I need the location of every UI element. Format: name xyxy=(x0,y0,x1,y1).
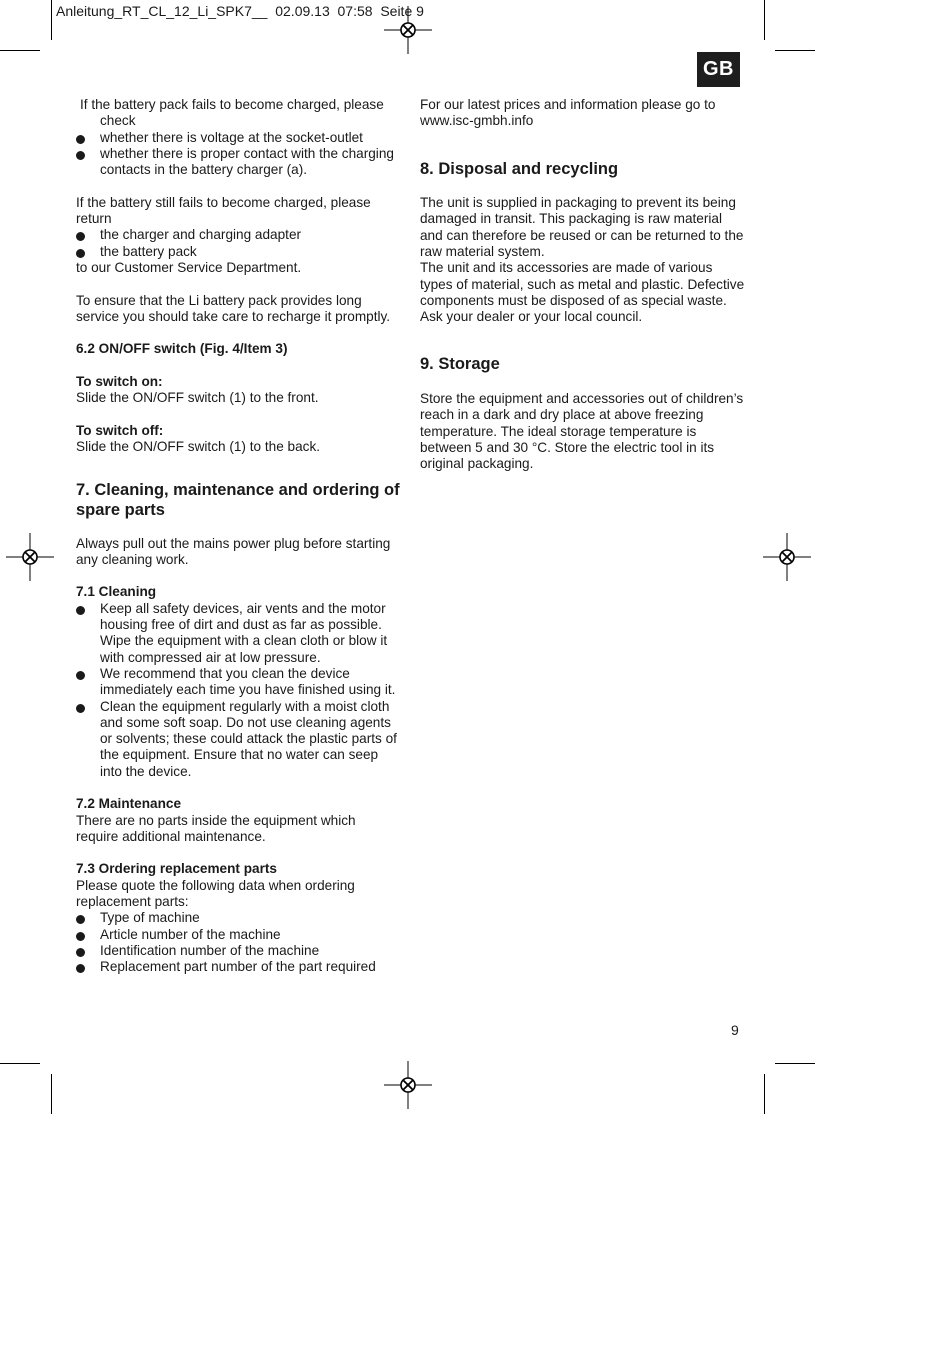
crop-mark xyxy=(764,1074,765,1114)
crop-mark xyxy=(0,1063,40,1064)
left-column xyxy=(76,97,401,976)
print-header: Anleitung_RT_CL_12_Li_SPK7__ 02.09.13 07:58 Seite 9 xyxy=(56,3,424,19)
language-badge: GB xyxy=(697,52,740,87)
disposal-paragraph: The unit and its accessories are made of various types of material, such as metal and plastic. Defective components must be disposed of as special waste. Ask your dealer or your local council. xyxy=(420,260,745,325)
battery-check-list xyxy=(76,130,401,179)
list-item: Keep all safety devices, air vents and the motor housing free of dirt and dust as far as possible. Wipe the equipment with a clean cloth or blow it with compressed air at low pressure. xyxy=(76,601,401,666)
list-item: Type of machine xyxy=(76,910,401,926)
switch-off-text: Slide the ON/OFF switch (1) to the back. xyxy=(76,439,321,455)
registration-mark-icon xyxy=(384,1061,432,1109)
switch-on-heading: To switch on: xyxy=(76,374,163,390)
switch-on-text: Slide the ON/OFF switch (1) to the front. xyxy=(76,390,319,406)
list-item: We recommend that you clean the device immediately each time you have finished using it. xyxy=(76,666,401,699)
cleaning-list xyxy=(76,601,401,780)
switch-heading: 6.2 ON/OFF switch (Fig. 4/Item 3) xyxy=(76,341,288,357)
cleaning-heading: 7.1 Cleaning xyxy=(76,584,157,600)
list-item: Identification number of the machine xyxy=(76,943,401,959)
list-item: the charger and charging adapter xyxy=(76,227,401,243)
battery-intro-line: check xyxy=(100,113,136,129)
storage-paragraph: Store the equipment and accessories out of children’s reach in a dark and dry place at above freezing temperature. The ideal storage temperature is between 5 and 30 °C. Store the electric tool in its original packaging. xyxy=(420,390,744,472)
ordering-list xyxy=(76,910,401,975)
right-column xyxy=(420,97,745,472)
list-item: Article number of the machine xyxy=(76,927,401,943)
maintenance-text: There are no parts inside the equipment which require additional maintenance. xyxy=(76,812,356,844)
list-item: Replacement part number of the part required xyxy=(76,959,401,975)
list-item: the battery pack xyxy=(76,244,401,260)
return-list xyxy=(76,227,401,260)
section-9-heading: 9. Storage xyxy=(420,355,500,374)
prices-paragraph: For our latest prices and information please go to www.isc-gmbh.info xyxy=(420,97,716,129)
registration-mark-icon xyxy=(763,533,811,581)
registration-mark-icon xyxy=(6,533,54,581)
ordering-text: Please quote the following data when ordering replacement parts: xyxy=(76,877,355,910)
crop-mark xyxy=(775,50,815,51)
switch-off-heading: To switch off: xyxy=(76,422,164,438)
list-item: Clean the equipment regularly with a moist cloth and some soft soap. Do not use cleaning agents or solvents; these could attack the plastic parts of the equipment. Ensure that no water can seep into the device. xyxy=(76,699,401,780)
section-7-intro: Always pull out the mains power plug before starting any cleaning work. xyxy=(76,535,391,567)
section-7-heading: 7. Cleaning, maintenance and ordering of spare parts xyxy=(76,480,400,520)
return-closing: to our Customer Service Department. xyxy=(76,259,302,275)
crop-mark xyxy=(764,0,765,40)
crop-mark xyxy=(51,0,52,40)
crop-mark xyxy=(51,1074,52,1114)
li-battery-paragraph: To ensure that the Li battery pack provides long service you should take care to recharge it promptly. xyxy=(76,292,391,324)
disposal-paragraph: The unit is supplied in packaging to prevent its being damaged in transit. This packaging is raw material and can therefore be reused or can be returned to the raw material system. xyxy=(420,195,744,259)
section-8-heading: 8. Disposal and recycling xyxy=(420,159,619,178)
battery-intro-line: If the battery pack fails to become charged, please xyxy=(80,97,384,112)
crop-mark xyxy=(775,1063,815,1064)
registration-mark-icon xyxy=(384,6,432,54)
return-paragraph: If the battery still fails to become charged, please return xyxy=(76,194,371,227)
list-item: whether there is voltage at the socket-outlet xyxy=(76,130,401,146)
page-number: 9 xyxy=(731,1022,739,1038)
crop-mark xyxy=(0,50,40,51)
maintenance-heading: 7.2 Maintenance xyxy=(76,796,182,812)
list-item: whether there is proper contact with the charging contacts in the battery charger (a). xyxy=(76,146,401,179)
ordering-heading: 7.3 Ordering replacement parts xyxy=(76,861,277,877)
